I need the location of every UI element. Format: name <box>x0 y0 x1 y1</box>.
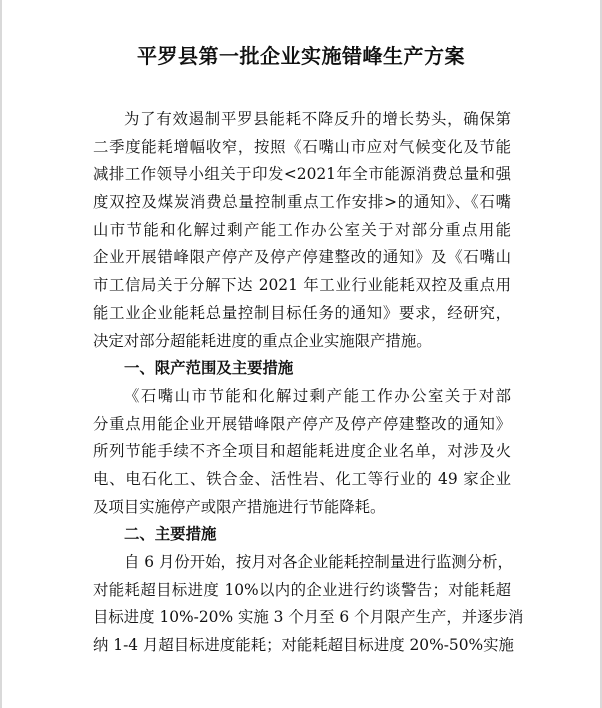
paragraph-scope <box>93 383 511 521</box>
section-heading-1: 一、限产范围及主要措施 <box>124 359 294 378</box>
text-line: 二季度能耗增幅收窄，按照《石嘴山市应对气候变化及节能 <box>93 137 511 156</box>
text-line: 能工业企业能耗总量控制目标任务的通知》要求，经研究， <box>93 303 511 322</box>
text-line: 减排工作领导小组关于印发<2021年全市能源消费总量和强 <box>93 165 511 184</box>
text-line: 度双控及煤炭消费总量控制重点工作安排>的通知》、《石嘴 <box>93 193 511 212</box>
page-edge-left <box>0 0 2 708</box>
text-line: 自 6 月份开始，按月对各企业能耗控制量进行监测分析， <box>124 553 513 571</box>
paragraph-intro <box>93 106 511 355</box>
text-line: 企业开展错峰限产停产及停产停建整改的通知》及《石嘴山 <box>93 248 511 267</box>
document-title: 平罗县第一批企业实施错峰生产方案 <box>137 44 465 68</box>
document-body <box>93 106 524 660</box>
text-line: 分重点用能企业开展错峰限产停产及停产停建整改的通知》 <box>93 414 511 433</box>
text-line: 对能耗超目标进度 10%以内的企业进行约谈警告；对能耗超 <box>93 580 511 599</box>
text-line: 为了有效遏制平罗县能耗不降反升的增长势头，确保第 <box>124 110 511 128</box>
section-heading-2: 二、主要措施 <box>124 525 217 544</box>
text-line: 山市节能和化解过剩产能工作办公室关于对部分重点用能 <box>93 220 511 239</box>
text-line: 决定对部分超能耗进度的重点企业实施限产措施。 <box>93 331 432 350</box>
paragraph-measures <box>93 549 524 660</box>
text-line: 纳 1-4 月超目标进度能耗；对能耗超目标进度 20%-50%实施 <box>93 636 514 655</box>
text-line: 市工信局关于分解下达 2021 年工业行业能耗双控及重点用 <box>93 276 511 295</box>
text-line: 电、电石化工、铁合金、活性岩、化工等行业的 49 家企业 <box>93 469 511 488</box>
text-line: 目标进度 10%-20% 实施 3 个月至 6 个月限产生产，并逐步消 <box>93 608 524 627</box>
text-line: 所列节能手续不齐全项目和超能耗进度企业名单，对涉及火 <box>93 442 511 461</box>
text-line: 《石嘴山市节能和化解过剩产能工作办公室关于对部 <box>124 386 511 405</box>
text-line: 及项目实施停产或限产措施进行节能降耗。 <box>93 497 386 516</box>
